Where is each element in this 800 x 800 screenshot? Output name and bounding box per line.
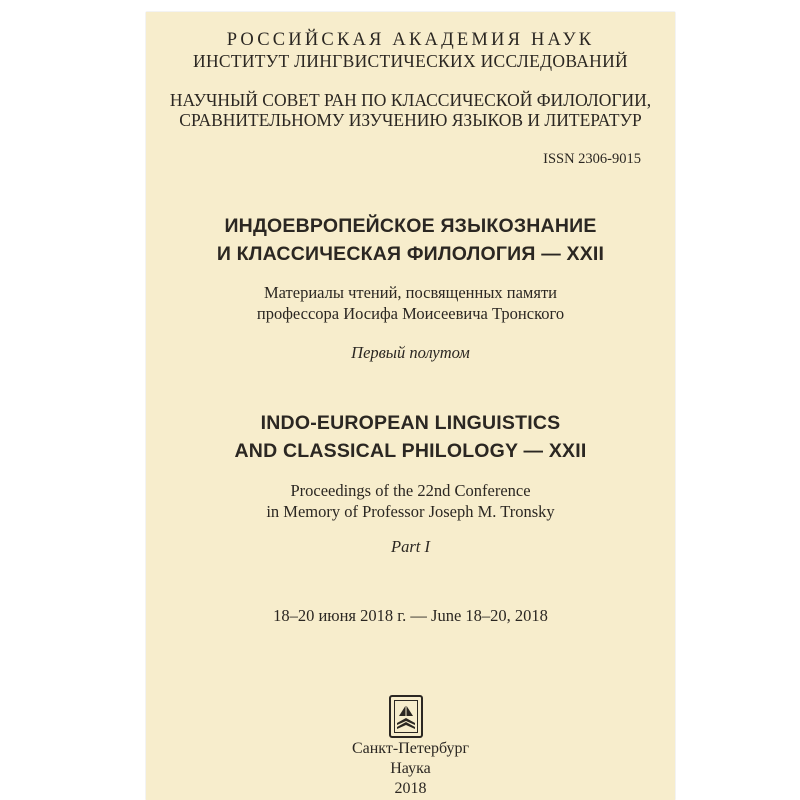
russian-subtitle-line-1: Материалы чтений, посвященных памяти [263, 283, 558, 302]
russian-volume: Первый полутом [351, 343, 470, 362]
conference-dates: 18–20 июня 2018 г. — June 18–20, 2018 [273, 606, 548, 625]
publisher-name: Наука [390, 760, 431, 777]
book-cover [146, 12, 675, 800]
english-subtitle-line-2: in Memory of Professor Joseph M. Tronsky [266, 502, 555, 521]
council-line-1: НАУЧНЫЙ СОВЕТ РАН ПО КЛАССИЧЕСКОЙ ФИЛОЛОГИИ, [169, 90, 652, 110]
council-line-2: СРАВНИТЕЛЬНОМУ ИЗУЧЕНИЮ ЯЗЫКОВ И ЛИТЕРАТУР [179, 110, 642, 130]
english-title-line-2: AND CLASSICAL PHILOLOGY — XXII [234, 440, 587, 462]
academy-name: РОССИЙСКАЯ АКАДЕМИЯ НАУК [226, 30, 595, 50]
publication-year: 2018 [394, 780, 427, 797]
issn: ISSN 2306-9015 [543, 151, 641, 167]
english-part: Part I [391, 537, 430, 556]
russian-title-line-2: И КЛАССИЧЕСКАЯ ФИЛОЛОГИЯ — XXII [216, 243, 605, 265]
russian-title-line-1: ИНДОЕВРОПЕЙСКОЕ ЯЗЫКОЗНАНИЕ [224, 215, 597, 237]
publisher-logo-icon [389, 695, 423, 738]
publisher-city: Санкт-Петербург [351, 740, 470, 757]
institute-name: ИНСТИТУТ ЛИНГВИСТИЧЕСКИХ ИССЛЕДОВАНИЙ [193, 51, 628, 71]
english-subtitle-line-1: Proceedings of the 22nd Conference [290, 481, 531, 500]
russian-subtitle-line-2: профессора Иосифа Моисеевича Тронского [256, 304, 565, 323]
english-title-line-1: INDO-EUROPEAN LINGUISTICS [260, 412, 561, 434]
